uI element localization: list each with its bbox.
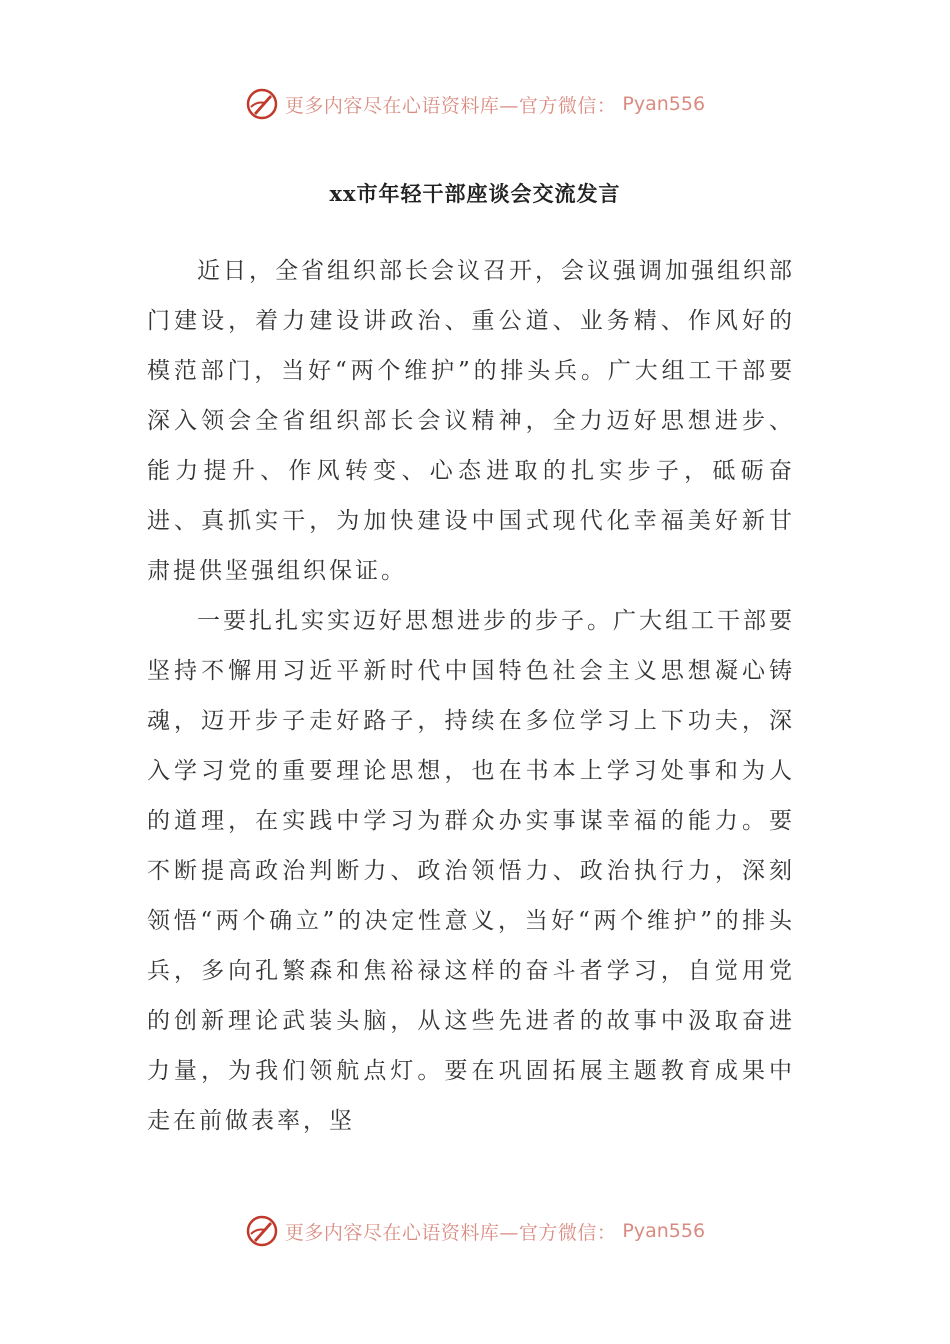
document-title: xx市年轻干部座谈会交流发言 xyxy=(329,181,621,206)
watermark-wechat-id: Pyan556 xyxy=(622,93,706,115)
document-body xyxy=(147,246,795,1146)
watermark-banner-top xyxy=(0,84,950,124)
watermark-text: 更多内容尽在心语资料库—官方微信： xyxy=(284,94,617,117)
watermark-wechat-id: Pyan556 xyxy=(622,1220,706,1242)
watermark-banner-bottom xyxy=(0,1211,950,1251)
watermark-text: 更多内容尽在心语资料库—官方微信： xyxy=(284,1221,617,1244)
quill-pen-logo-icon xyxy=(245,87,279,121)
paragraph-1: 近日，全省组织部长会议召开，会议强调加强组织部门建设，着力建设讲政治、重公道、业务精、作风好的模范部门，当好“两个维护”的排头兵。广大组工干部要深入领会全省组织部长会议精神，全力迈好思想进步、能力提升、作风转变、心态进取的扎实步子，砥砺奋进、真抓实干，为加快建设中国式现代化幸福美好新甘肃提供坚强组织保证。 xyxy=(147,258,795,584)
quill-pen-logo-icon xyxy=(245,1214,279,1248)
paragraph-2: 一要扎扎实实迈好思想进步的步子。广大组工干部要坚持不懈用习近平新时代中国特色社会主义思想凝心铸魂，迈开步子走好路子，持续在多位学习上下功夫，深入学习党的重要理论思想，也在书本上学习处事和为人的道理，在实践中学习为群众办实事谋幸福的能力。要不断提高政治判断力、政治领悟力、政治执行力，深刻领悟“两个确立”的决定性意义，当好“两个维护”的排头兵，多向孔繁森和焦裕禄这样的奋斗者学习，自觉用党的创新理论武装头脑，从这些先进者的故事中汲取奋进力量，为我们领航点灯。要在巩固拓展主题教育成果中走在前做表率，坚 xyxy=(147,608,795,1134)
